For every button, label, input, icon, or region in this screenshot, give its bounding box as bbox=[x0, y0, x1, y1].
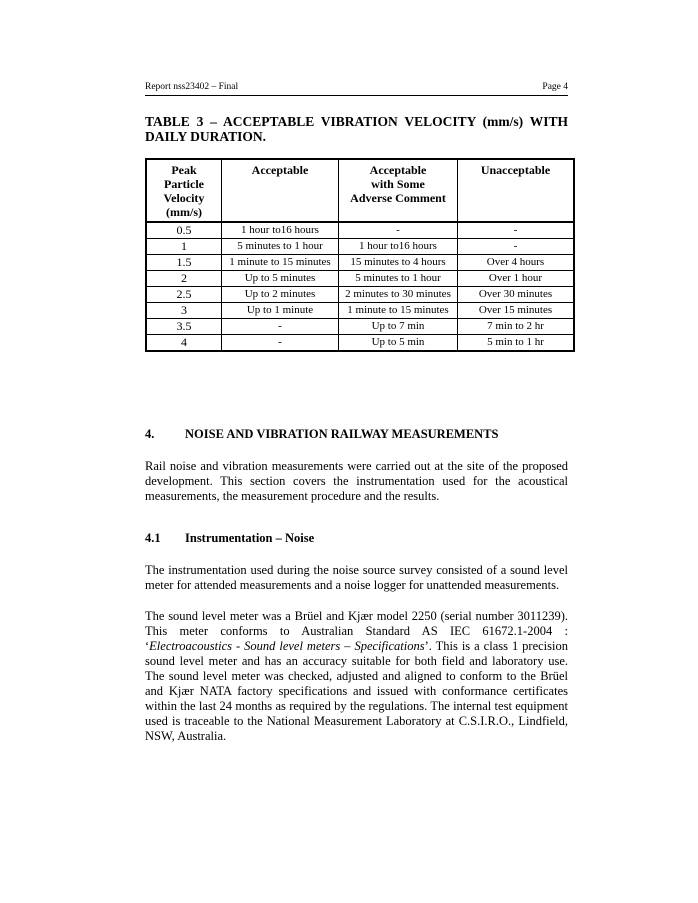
header-acceptable: Acceptable bbox=[222, 159, 339, 222]
header-unacceptable: Unacceptable bbox=[458, 159, 575, 222]
section-4-1-title: Instrumentation – Noise bbox=[185, 531, 315, 545]
cell-acceptable: 1 hour to16 hours bbox=[222, 222, 339, 239]
section-4-1 bbox=[145, 531, 568, 744]
section-4 bbox=[145, 427, 568, 504]
cell-unacceptable: Over 4 hours bbox=[458, 255, 575, 271]
cell-ppv: 1 bbox=[146, 239, 222, 255]
table-row bbox=[146, 335, 574, 352]
section-4-1-paragraph-1: The instrumentation used during the noise source survey consisted of a sound level meter for attended measurements and a noise logger for unattended measurements. bbox=[145, 563, 568, 592]
header-ppv: Peak Particle Velocity (mm/s) bbox=[146, 159, 222, 222]
section-4-1-heading bbox=[145, 531, 568, 546]
table-row bbox=[146, 222, 574, 239]
cell-unacceptable: - bbox=[458, 239, 575, 255]
cell-adverse: Up to 5 min bbox=[339, 335, 458, 352]
table-caption: TABLE 3 – ACCEPTABLE VIBRATION VELOCITY (mm/s) WITH DAILY DURATION. bbox=[145, 114, 568, 144]
cell-unacceptable: - bbox=[458, 222, 575, 239]
cell-adverse: - bbox=[339, 222, 458, 239]
section-4-title: NOISE AND VIBRATION RAILWAY MEASUREMENTS bbox=[185, 427, 499, 441]
cell-unacceptable: Over 15 minutes bbox=[458, 303, 575, 319]
cell-acceptable: - bbox=[222, 319, 339, 335]
report-id: Report nss23402 – Final bbox=[145, 82, 239, 92]
cell-acceptable: 1 minute to 15 minutes bbox=[222, 255, 339, 271]
vibration-table bbox=[145, 158, 575, 352]
table-row bbox=[146, 319, 574, 335]
standard-title: Electroacoustics - Sound level meters – Specifications bbox=[149, 639, 425, 653]
cell-ppv: 0.5 bbox=[146, 222, 222, 239]
table-row bbox=[146, 303, 574, 319]
para2-end: ’. This is a class 1 precision sound level meter and has an accuracy suitable for both field and laboratory use. The sound level meter was checked, adjusted and aligned to conform to the Brüel and Kjær NATA factory specifications and issued with conformance certificates within the last 24 months as required by the regulations. The internal test equipment used is traceable to the National Measurement Laboratory at C.S.I.R.O., Lindfield, NSW, Australia. bbox=[145, 639, 568, 743]
section-4-1-paragraph-2 bbox=[145, 609, 568, 744]
table-row bbox=[146, 255, 574, 271]
cell-acceptable: Up to 1 minute bbox=[222, 303, 339, 319]
cell-acceptable: Up to 2 minutes bbox=[222, 287, 339, 303]
cell-acceptable: Up to 5 minutes bbox=[222, 271, 339, 287]
cell-unacceptable: 7 min to 2 hr bbox=[458, 319, 575, 335]
cell-acceptable: - bbox=[222, 335, 339, 352]
table-row bbox=[146, 271, 574, 287]
cell-adverse: 2 minutes to 30 minutes bbox=[339, 287, 458, 303]
table-row bbox=[146, 239, 574, 255]
cell-ppv: 2.5 bbox=[146, 287, 222, 303]
para2-start: The sound level meter was a Brüel and Kjær model 2250 (serial number 3011239). This meter conforms to Australian Standard AS IEC 61672.1-2004 : ‘ bbox=[145, 609, 568, 653]
page-header bbox=[145, 82, 568, 96]
cell-adverse: 1 minute to 15 minutes bbox=[339, 303, 458, 319]
section-4-heading bbox=[145, 427, 568, 442]
cell-adverse: Up to 7 min bbox=[339, 319, 458, 335]
cell-unacceptable: 5 min to 1 hr bbox=[458, 335, 575, 352]
cell-ppv: 2 bbox=[146, 271, 222, 287]
cell-ppv: 4 bbox=[146, 335, 222, 352]
cell-ppv: 3.5 bbox=[146, 319, 222, 335]
cell-ppv: 1.5 bbox=[146, 255, 222, 271]
header-acceptable-adverse: Acceptable with Some Adverse Comment bbox=[339, 159, 458, 222]
cell-adverse: 5 minutes to 1 hour bbox=[339, 271, 458, 287]
table-header-row bbox=[146, 159, 574, 222]
section-4-paragraph: Rail noise and vibration measurements were carried out at the site of the proposed development. This section covers the instrumentation used for the acoustical measurements, the measurement procedure and the results. bbox=[145, 459, 568, 503]
cell-unacceptable: Over 1 hour bbox=[458, 271, 575, 287]
page-number: Page 4 bbox=[542, 82, 568, 92]
cell-adverse: 1 hour to16 hours bbox=[339, 239, 458, 255]
section-4-number: 4. bbox=[145, 427, 155, 441]
cell-ppv: 3 bbox=[146, 303, 222, 319]
cell-acceptable: 5 minutes to 1 hour bbox=[222, 239, 339, 255]
cell-adverse: 15 minutes to 4 hours bbox=[339, 255, 458, 271]
cell-unacceptable: Over 30 minutes bbox=[458, 287, 575, 303]
section-4-1-number: 4.1 bbox=[145, 531, 161, 545]
table-row bbox=[146, 287, 574, 303]
